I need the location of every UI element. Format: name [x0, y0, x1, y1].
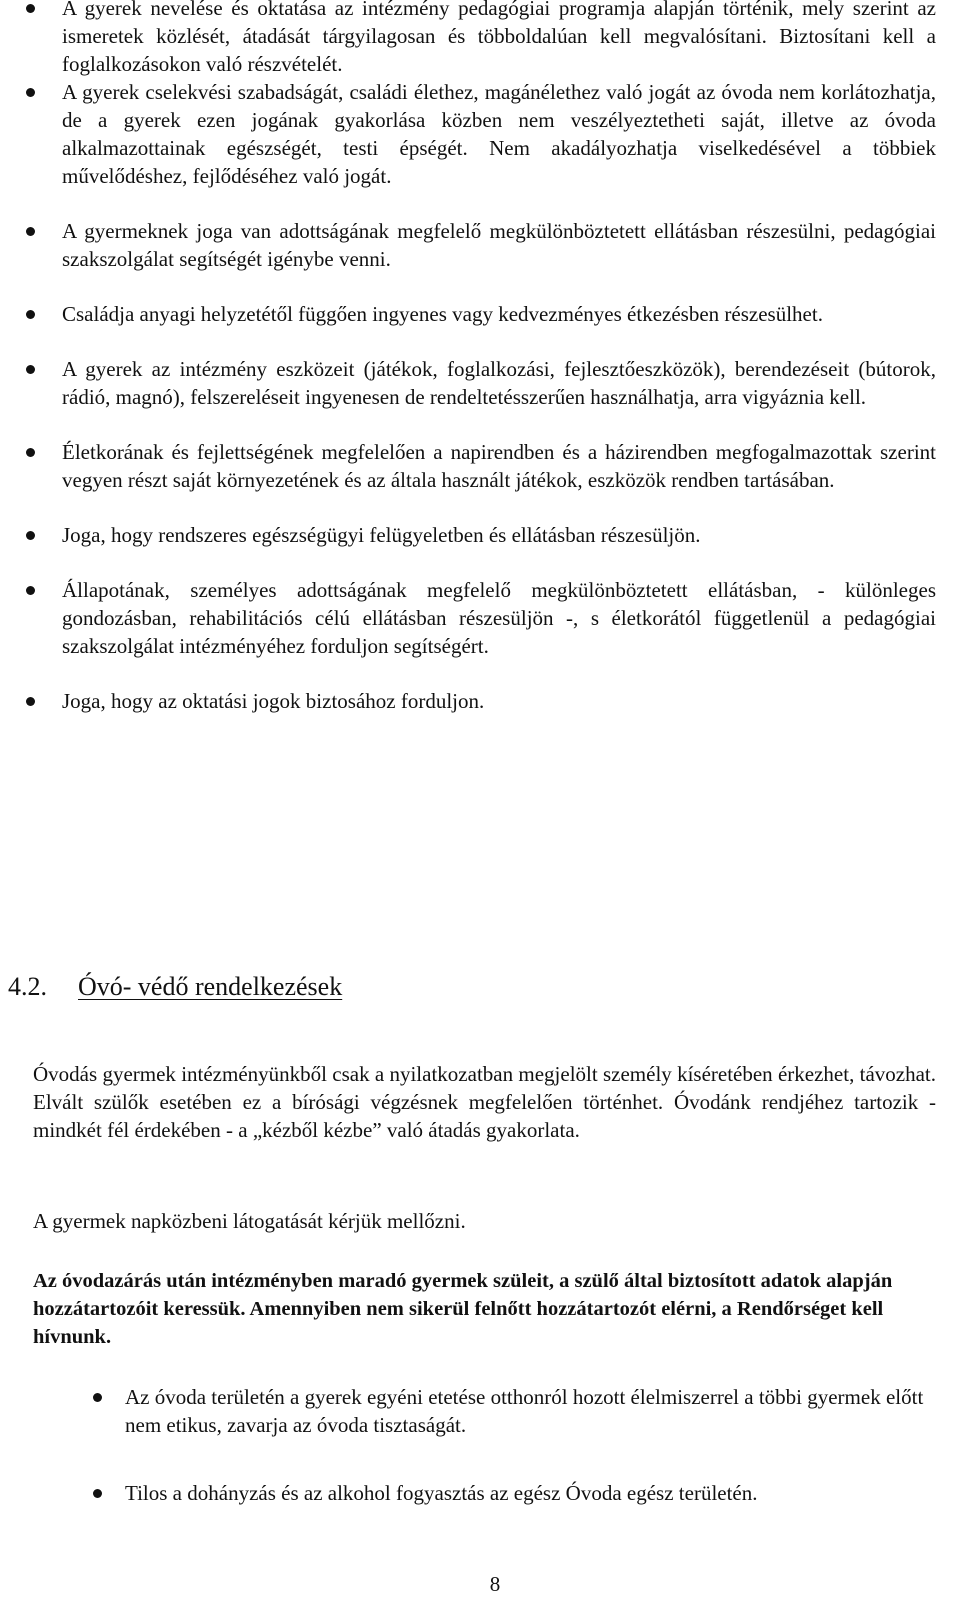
list-item-text: Családja anyagi helyzetétől függően ingyenes vagy kedvezményes étkezésben részesülhet.: [62, 302, 823, 326]
paragraph-closing-procedure: Az óvodazárás után intézményben maradó gyermek szüleit, a szülő által biztosított adatok alapján hozzátartozóit keressük. Amennyiben nem sikerül felnőtt hozzátartozót elérni, a Rendőrséget kell hívnunk.: [33, 1270, 893, 1348]
list-item: [62, 217, 936, 273]
bullet-icon: [26, 88, 35, 97]
list-item-text: A gyerek nevelése és oktatása az intézmény pedagógiai programja alapján történik, mely szerint az ismeretek közlését, átadását tárgyilagosan és többoldalúan kell megvalósítani. Biztosítani kell a foglalkozásokon való részvételét.: [62, 0, 936, 76]
list-item: [62, 521, 936, 549]
list-item-text: Joga, hogy az oktatási jogok biztosához forduljon.: [62, 689, 485, 713]
bullet-icon: [26, 4, 35, 13]
bullet-icon: [26, 586, 35, 595]
list-item-text: A gyermeknek joga van adottságának megfelelő megkülönböztetett ellátásban részesülni, pedagógiai szakszolgálat segítségét igénybe venni.: [62, 219, 936, 271]
section-heading: [8, 972, 342, 1002]
bullet-icon: [26, 365, 35, 374]
list-item-text: A gyerek az intézmény eszközeit (játékok, foglalkozási, fejlesztőeszközök), berendezéseit (bútorok, rádió, magnó), felszereléseit ingyenesen de rendeltetésszerűen használhatja, arra vigyáznia kell.: [62, 357, 936, 409]
list-item-text: Állapotának, személyes adottságának megfelelő megkülönböztetett ellátásban, - különleges gondozásban, rehabilitációs célú ellátásban részesüljön -, s életkorától függetlenül a pedagógiai szakszolgálat intézményéhez forduljon segítségért.: [62, 578, 936, 658]
list-item: [62, 687, 936, 715]
list-item-text: Tilos a dohányzás és az alkohol fogyasztás az egész Óvoda egész területén.: [125, 1481, 758, 1505]
page-number: 8: [489, 1572, 501, 1596]
rights-bullet-list: [62, 0, 936, 742]
paragraph-pickup-rules: Óvodás gyermek intézményünkből csak a nyilatkozatban megjelölt személy kíséretében érkezhet, távozhat. Elvált szülők esetében ez a bírósági végzésnek megfelelően történhet. Óvodánk rendjéhez tartozik - mindkét fél érdekében - a „kézből kézbe” való átadás gyakorlata.: [33, 1062, 936, 1142]
list-item: [62, 0, 936, 78]
list-item: [62, 438, 936, 494]
section-number: 4.2.: [8, 972, 47, 1001]
paragraph-visits: A gyermek napközbeni látogatását kérjük mellőzni.: [33, 1209, 466, 1233]
list-item: [62, 78, 936, 190]
section-title: Óvó- védő rendelkezések: [78, 972, 343, 1001]
bullet-icon: [26, 531, 35, 540]
bullet-icon: [26, 448, 35, 457]
list-item: [125, 1383, 940, 1439]
list-item-text: Életkorának és fejlettségének megfelelően a napirendben és a házirendben megfogalmazottak szerint vegyen részt saját környezetének és az általa használt játékok, eszközök rendben tartásában.: [62, 440, 936, 492]
list-item-text: Az óvoda területén a gyerek egyéni etetése otthonról hozott élelmiszerrel a többi gyermek előtt nem etikus, zavarja az óvoda tisztaságát.: [125, 1385, 924, 1437]
bullet-icon: [26, 310, 35, 319]
list-item: [62, 300, 936, 328]
prohibitions-bullet-list: [125, 1383, 940, 1547]
list-item: [125, 1479, 940, 1507]
list-item-text: Joga, hogy rendszeres egészségügyi felügyeletben és ellátásban részesüljön.: [62, 523, 701, 547]
bullet-icon: [26, 697, 35, 706]
list-item-text: A gyerek cselekvési szabadságát, családi élethez, magánélethez való jogát az óvoda nem korlátozhatja, de a gyerek ezen jogának gyakorlása közben nem veszélyeztetheti saját, illetve az óvoda alkalmazottainak egészségét, testi épségét. Nem akadályozhatja viselkedésével a többiek művelődéshez, fejlődéséhez való jogát.: [62, 80, 936, 188]
list-item: [62, 576, 936, 660]
bullet-icon: [26, 227, 35, 236]
bullet-icon: [93, 1393, 102, 1402]
bullet-icon: [93, 1489, 102, 1498]
list-item: [62, 355, 936, 411]
